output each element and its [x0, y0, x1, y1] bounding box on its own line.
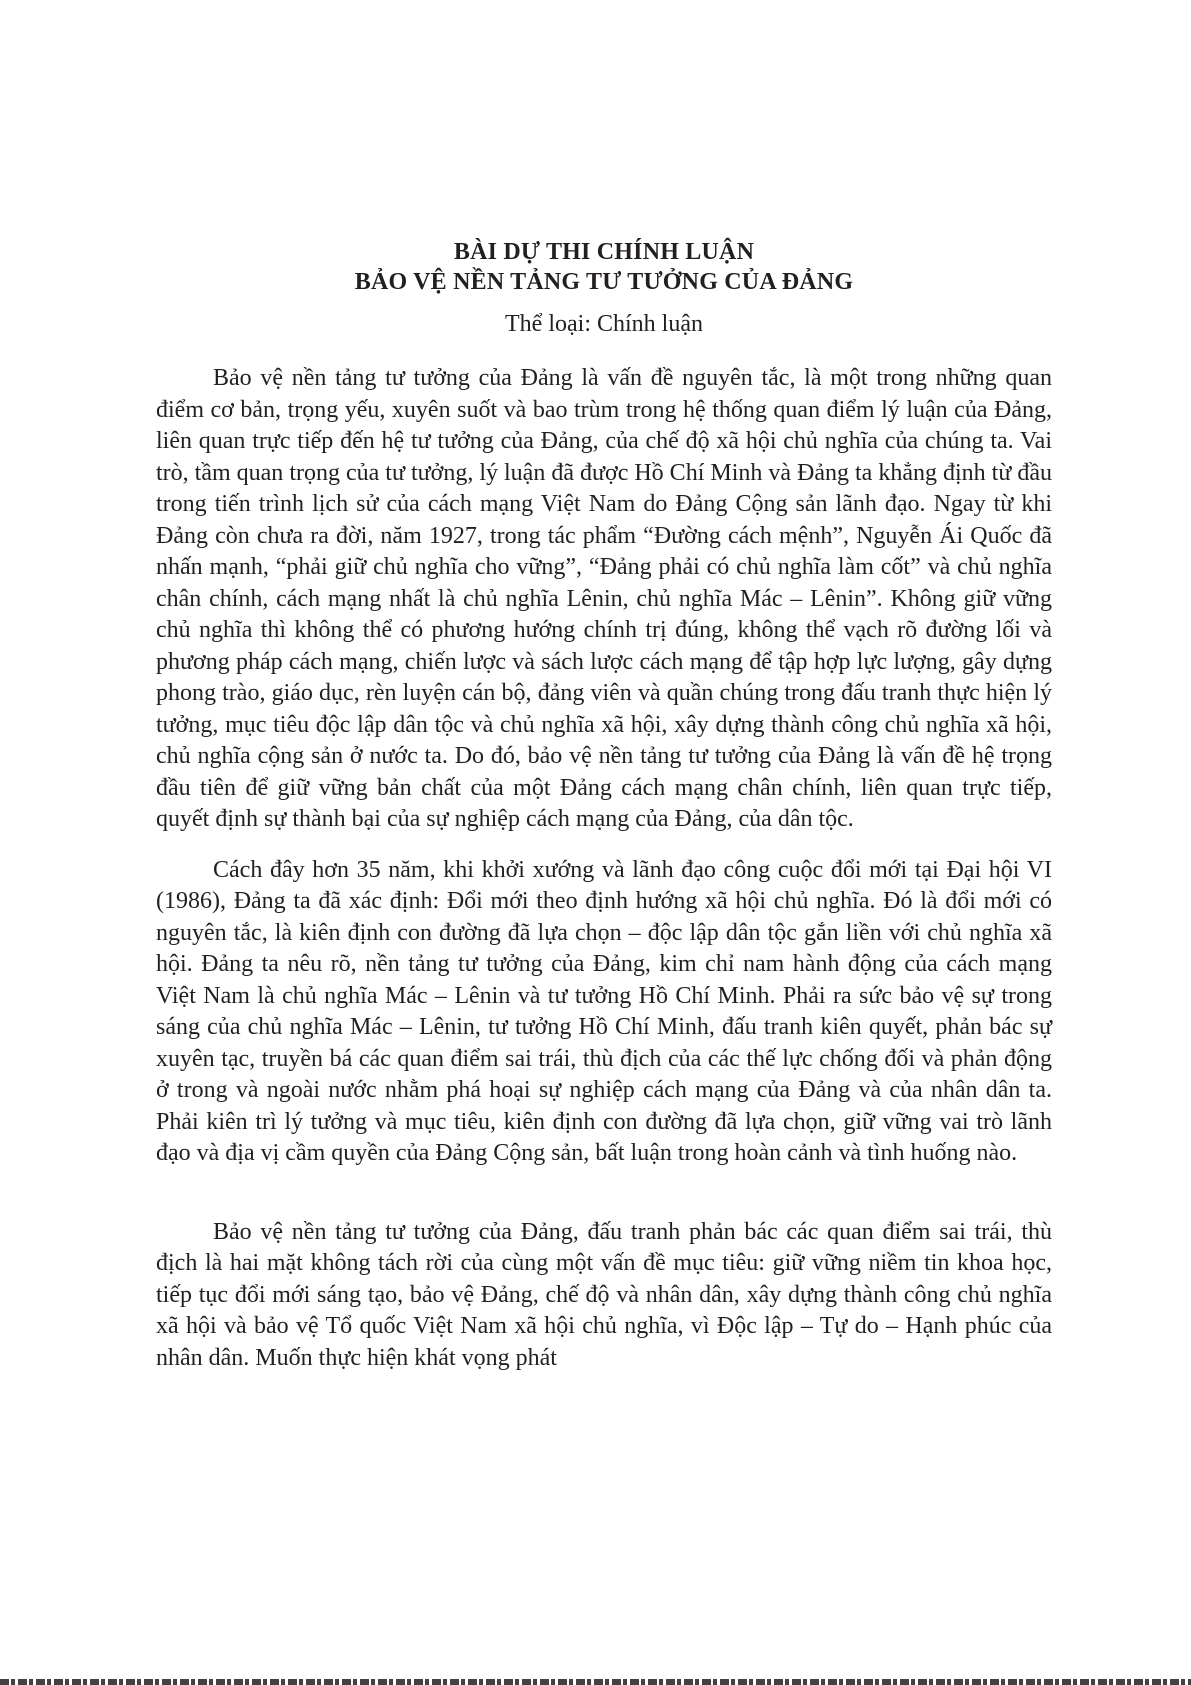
genre-label: Thể loại: Chính luận: [505, 311, 703, 337]
title-line-1: BÀI DỰ THI CHÍNH LUẬN: [453, 239, 755, 265]
paragraph-1: Bảo vệ nền tảng tư tưởng của Đảng là vấn đề nguyên tắc, là một trong những quan điểm cơ bản, trọng yếu, xuyên suốt và bao trùm trong hệ thống quan điểm lý luận của Đảng, liên quan trực tiếp đến hệ tư tưởng của Đảng, của chế độ xã hội chủ nghĩa của chúng ta. Vai trò, tầm quan trọng của tư tưởng, lý luận đã được Hồ Chí Minh và Đảng ta khẳng định từ đầu trong tiến trình lịch sử của cách mạng Việt Nam do Đảng Cộng sản lãnh đạo. Ngay từ khi Đảng còn chưa ra đời, năm 1927, trong tác phẩm “Đường cách mệnh”, Nguyễn Ái Quốc đã nhấn mạnh, “phải giữ chủ nghĩa cho vững”, “Đảng phải có chủ nghĩa làm cốt” và chủ nghĩa chân chính, cách mạng nhất là chủ nghĩa Lênin, chủ nghĩa Mác – Lênin”. Không giữ vững chủ nghĩa thì không thể có phương hướng chính trị đúng, không thể vạch rõ đường lối và phương pháp cách mạng, chiến lược và sách lược cách mạng để tập hợp lực lượng, gây dựng phong trào, giáo dục, rèn luyện cán bộ, đảng viên và quần chúng trong đấu tranh thực hiện lý tưởng, mục tiêu độc lập dân tộc và chủ nghĩa xã hội, xây dựng thành công chủ nghĩa xã hội, chủ nghĩa cộng sản ở nước ta. Do đó, bảo vệ nền tảng tư tưởng của Đảng là vấn đề hệ trọng đầu tiên để giữ vững bản chất của một Đảng cách mạng chân chính, liên quan trực tiếp, quyết định sự thành bại của sự nghiệp cách mạng của Đảng, của dân tộc.: [156, 365, 1052, 832]
paragraph-3: Bảo vệ nền tảng tư tưởng của Đảng, đấu tranh phản bác các quan điểm sai trái, thù địch là hai mặt không tách rời của cùng một vấn đề mục tiêu: giữ vững niềm tin khoa học, tiếp tục đổi mới sáng tạo, bảo vệ Đảng, chế độ và nhân dân, xây dựng thành công chủ nghĩa xã hội và bảo vệ Tổ quốc Việt Nam xã hội chủ nghĩa, vì Độc lập – Tự do – Hạnh phúc của nhân dân. Muốn thực hiện khát vọng phát: [156, 1218, 1052, 1371]
page-bottom-rule: [0, 1679, 1191, 1685]
paragraph-2: Cách đây hơn 35 năm, khi khởi xướng và lãnh đạo công cuộc đổi mới tại Đại hội VI (1986), Đảng ta đã xác định: Đổi mới theo định hướng xã hội chủ nghĩa. Đó là đổi mới có nguyên tắc, là kiên định con đường đã lựa chọn – độc lập dân tộc gắn liền với chủ nghĩa xã hội. Đảng ta nêu rõ, nền tảng tư tưởng của Đảng, kim chỉ nam hành động của cách mạng Việt Nam là chủ nghĩa Mác – Lênin và tư tưởng Hồ Chí Minh. Phải ra sức bảo vệ sự trong sáng của chủ nghĩa Mác – Lênin, tư tưởng Hồ Chí Minh, đấu tranh kiên quyết, phản bác sự xuyên tạc, truyền bá các quan điểm sai trái, thù địch của các thế lực chống đối và phản động ở trong và ngoài nước nhằm phá hoại sự nghiệp cách mạng của Đảng và của nhân dân ta. Phải kiên trì lý tưởng và mục tiêu, kiên định con đường đã lựa chọn, giữ vững vai trò lãnh đạo và địa vị cầm quyền của Đảng Cộng sản, bất luận trong hoàn cảnh và tình huống nào.: [156, 856, 1052, 1166]
title-line-2: BẢO VỆ NỀN TẢNG TƯ TƯỞNG CỦA ĐẢNG: [354, 269, 854, 295]
document-page: [156, 237, 1052, 1374]
